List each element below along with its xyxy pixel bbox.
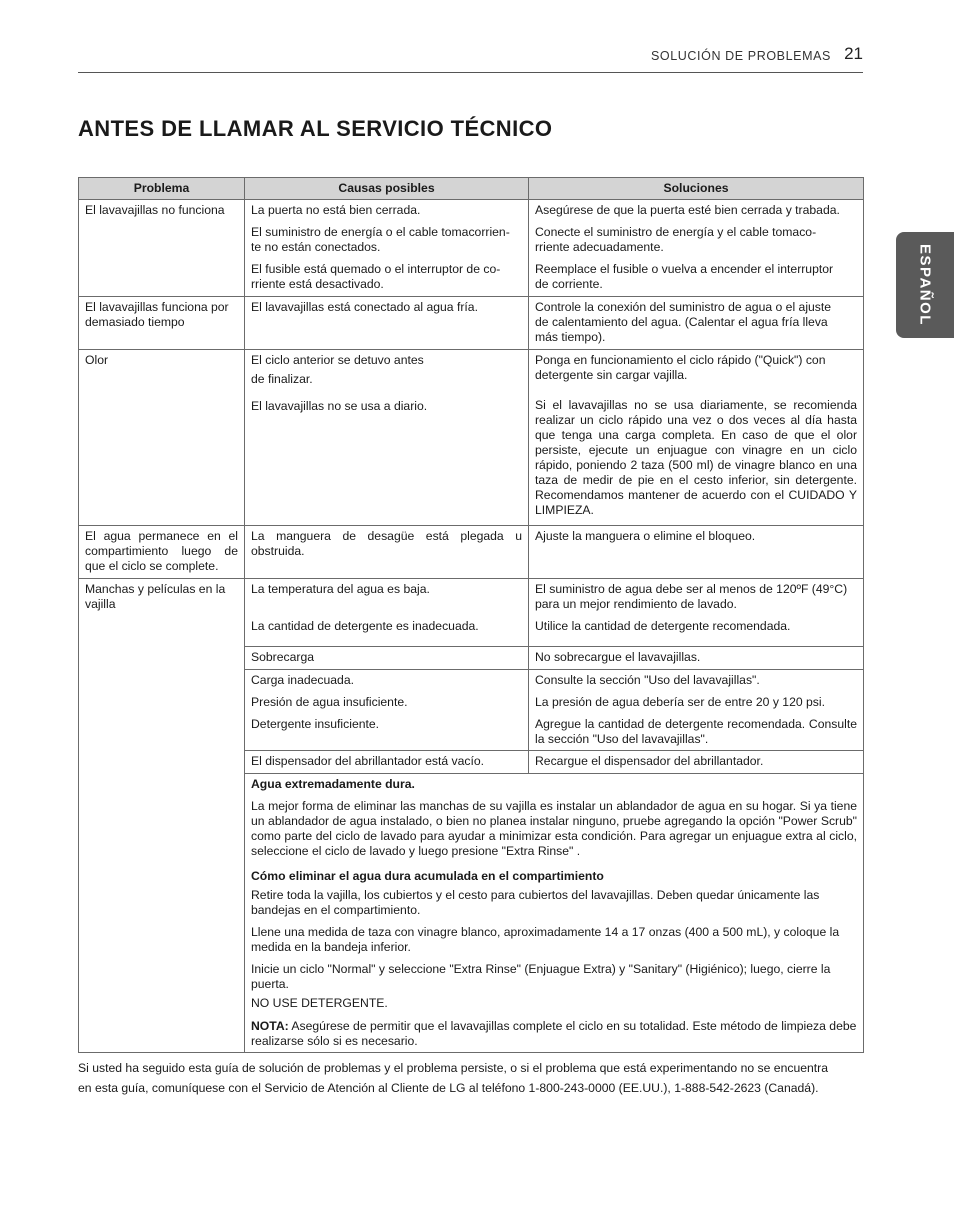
cause-text: te no están conectados.: [251, 240, 381, 254]
solution-text: detergente sin cargar vajilla.: [535, 368, 688, 382]
solution-text: Agregue la cantidad de detergente recomendada. Consulte la sección "Uso del lavavajillas".: [535, 717, 857, 746]
hard-water-cell: [245, 774, 864, 1053]
cause-text: Sobrecarga: [251, 650, 315, 664]
troubleshooting-table: [78, 177, 864, 1053]
remove-step: Retire toda la vajilla, los cubiertos y el cesto para cubiertos del lavavajillas. Deben quedar únicamente las bandejas en el compartimiento.: [251, 888, 820, 917]
problem-text: El lavavajillas funciona por: [85, 300, 229, 314]
language-tab-label: ESPAÑOL: [916, 244, 934, 326]
cause-text: El ciclo anterior se detuvo antes: [251, 353, 424, 367]
cause-cell: [245, 647, 529, 670]
table-header-row: [79, 178, 864, 200]
solution-text: Conecte el suministro de energía y el cable tomaco-: [535, 225, 817, 239]
problem-text: Olor: [85, 353, 109, 367]
solution-text: Si el lavavajillas no se usa diariamente, se recomienda realizar un ciclo rápido una vez o dos veces al día hasta que tenga una carga completa. En caso de que el olor persiste, ejecute un enjuague con vinagre en un ciclo rápido, poniendo 2 taza (500 ml) de vinagre blanco en una taza de medir de pie en el cesto inferior, sin detergente. Recomendamos mantener de acuerdo con el CUIDADO Y LIMPIEZA.: [535, 398, 857, 517]
solution-cell: [529, 579, 864, 647]
footer-line: en esta guía, comuníquese con el Servicio de Atención al Cliente de LG al teléfono 1-800-243-0000 (EE.UU.), 1-888-542-2623 (Canadá).: [78, 1081, 819, 1095]
solution-text: Ajuste la manguera o elimine el bloqueo.: [535, 529, 756, 543]
hard-water-title: Agua extremadamente dura.: [251, 777, 415, 791]
solution-cell: [529, 350, 864, 526]
solution-text: rriente adecuadamente.: [535, 240, 664, 254]
cause-cell: [245, 579, 529, 647]
page-header: [78, 44, 863, 73]
solution-cell: [529, 297, 864, 350]
language-tab: [896, 232, 954, 338]
problem-cell: [79, 200, 245, 297]
remove-step: Llene una medida de taza con vinagre blanco, aproximadamente 14 a 17 onzas (400 a 500 mL), y coloque la medida en la bandeja inferior.: [251, 925, 840, 954]
problem-cell: [79, 579, 245, 1053]
table-row: [79, 297, 864, 350]
cause-text: El lavavajillas está conectado al agua fría.: [251, 300, 478, 314]
cause-text: de finalizar.: [251, 372, 313, 386]
cause-cell: [245, 200, 529, 297]
cause-text: La temperatura del agua es baja.: [251, 582, 430, 596]
solution-text: de calentamiento del agua. (Calentar el agua fría lleva: [535, 315, 828, 329]
solution-text: Consulte la sección "Uso del lavavajillas".: [535, 673, 760, 687]
solution-text: Reemplace el fusible o vuelva a encender el interruptor: [535, 262, 834, 276]
note: [251, 1019, 857, 1049]
cause-text: El suministro de energía o el cable tomacorrien-: [251, 225, 510, 239]
solution-cell: [529, 200, 864, 297]
cause-cell: [245, 297, 529, 350]
problem-cell: [79, 297, 245, 350]
hard-water-text: La mejor forma de eliminar las manchas de su vajilla es instalar un ablandador de agua en su hogar. Si ya tiene un ablandador de agua instalado, o bien no planea instalar ninguno, pruebe agregando la opción "Power Scrub" como parte del ciclo de lavado para ayudar a minimizar esta condición. Para agregar un enjuague extra al ciclo, seleccione el ciclo de lavado y luego presione "Extra Rinse" .: [251, 799, 857, 858]
table-row: [79, 350, 864, 526]
cause-text: Detergente insuficiente.: [251, 717, 380, 731]
footer-contact: [78, 1058, 868, 1098]
solution-text: Recargue el dispensador del abrillantador.: [535, 754, 764, 768]
table-row: [79, 526, 864, 579]
solution-cell: [529, 751, 864, 774]
problem-text: demasiado tiempo: [85, 315, 185, 329]
column-header-causas: Causas posibles: [245, 178, 529, 200]
column-header-soluciones: Soluciones: [529, 178, 864, 200]
cause-text: El lavavajillas no se usa a diario.: [251, 399, 428, 413]
cause-text: La puerta no está bien cerrada.: [251, 203, 421, 217]
solution-cell: [529, 647, 864, 670]
solution-text: para un mejor rendimiento de lavado.: [535, 597, 737, 611]
note-text: Asegúrese de permitir que el lavavajillas complete el ciclo en su totalidad. Este método de limpieza debe realizarse sólo si es necesario.: [251, 1019, 857, 1048]
solution-text: Controle la conexión del suministro de agua o el ajuste: [535, 300, 832, 314]
cause-text: La manguera de desagüe está plegada u obstruida.: [251, 529, 522, 558]
cause-text: rriente está desactivado.: [251, 277, 384, 291]
solution-cell: [529, 670, 864, 751]
column-header-problema: Problema: [79, 178, 245, 200]
solution-cell: [529, 526, 864, 579]
no-detergent-warning: NO USE DETERGENTE.: [251, 996, 388, 1010]
cause-cell: [245, 670, 529, 751]
footer-line: Si usted ha seguido esta guía de solución de problemas y el problema persiste, o si el problema que está experimentando no se encuentra: [78, 1061, 828, 1075]
problem-text: vajilla: [85, 597, 116, 611]
problem-text: Manchas y películas en la: [85, 582, 226, 596]
cause-text: Presión de agua insuficiente.: [251, 695, 408, 709]
problem-cell: [79, 350, 245, 526]
cause-text: Carga inadecuada.: [251, 673, 354, 687]
section-label: SOLUCIÓN DE PROBLEMAS: [650, 49, 831, 63]
solution-text: El suministro de agua debe ser al menos de 120ºF (49°C): [535, 582, 848, 596]
page-number: 21: [844, 44, 863, 63]
solution-text: No sobrecargue el lavavajillas.: [535, 650, 701, 664]
cause-cell: [245, 526, 529, 579]
solution-text: Utilice la cantidad de detergente recomendada.: [535, 619, 791, 633]
solution-text: más tiempo).: [535, 330, 606, 344]
remove-hard-water-title: Cómo eliminar el agua dura acumulada en el compartimiento: [251, 869, 604, 883]
problem-text: El lavavajillas no funciona: [85, 203, 225, 217]
problem-text: El agua permanece en el compartimiento luego de que el ciclo se complete.: [85, 529, 238, 573]
problem-cell: [79, 526, 245, 579]
table-row: [79, 200, 864, 297]
solution-text: La presión de agua debería ser de entre 20 y 120 psi.: [535, 695, 825, 709]
cause-text: El fusible está quemado o el interruptor de co-: [251, 262, 501, 276]
cause-text: El dispensador del abrillantador está vacío.: [251, 754, 485, 768]
cause-cell: [245, 350, 529, 526]
solution-text: Asegúrese de que la puerta esté bien cerrada y trabada.: [535, 203, 840, 217]
note-label: NOTA:: [251, 1019, 289, 1033]
solution-text: de corriente.: [535, 277, 603, 291]
table-row: [79, 579, 864, 647]
page-title: ANTES DE LLAMAR AL SERVICIO TÉCNICO: [78, 116, 553, 141]
solution-text: Ponga en funcionamiento el ciclo rápido ("Quick") con: [535, 353, 826, 367]
cause-text: La cantidad de detergente es inadecuada.: [251, 619, 479, 633]
remove-step: Inicie un ciclo "Normal" y seleccione "Extra Rinse" (Enjuague Extra) y "Sanitary" (Higiénico); luego, cierre la puerta.: [251, 962, 831, 991]
cause-cell: [245, 751, 529, 774]
